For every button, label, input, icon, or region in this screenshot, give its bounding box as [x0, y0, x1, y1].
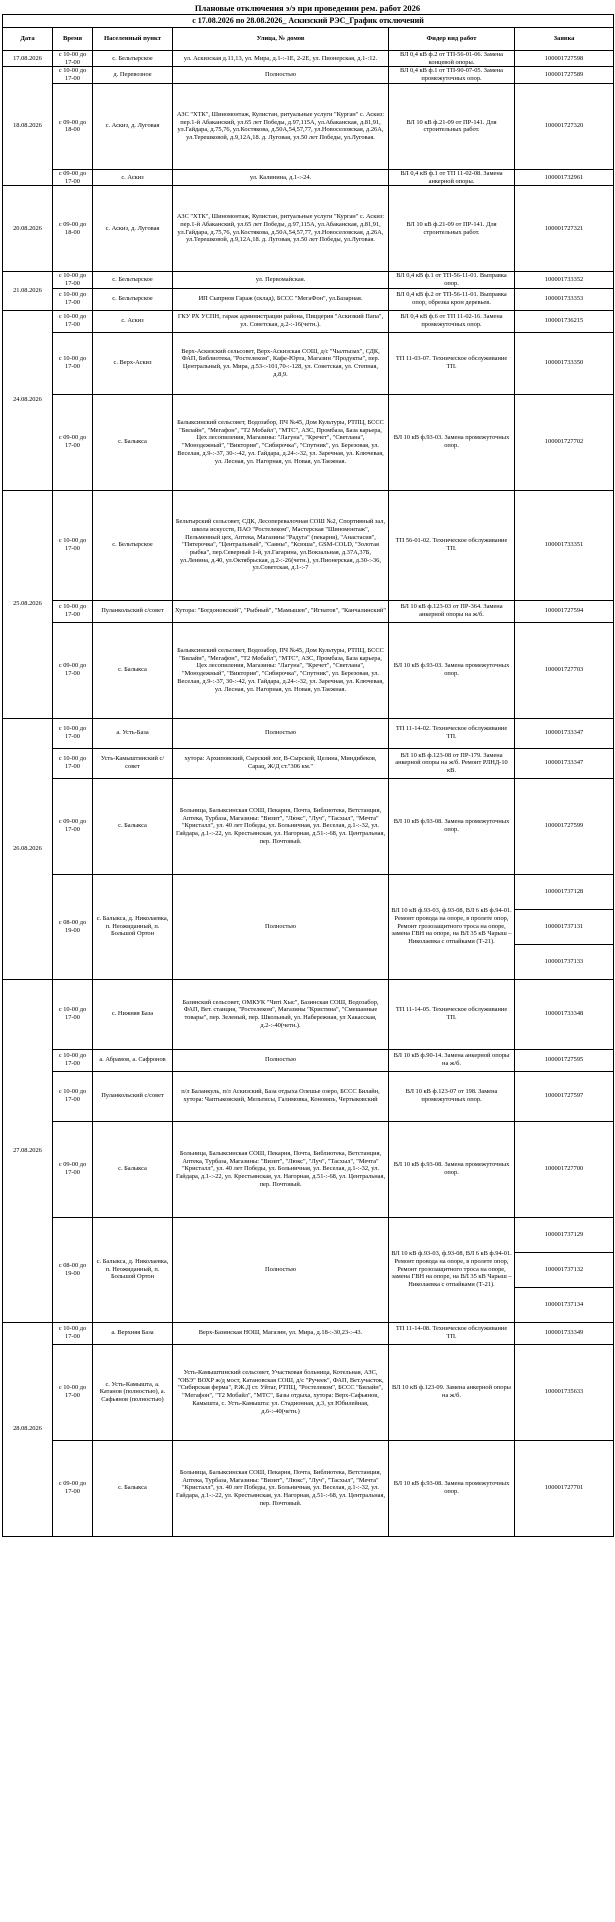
cell-time: с 09-00 до 17-00 — [53, 1440, 93, 1536]
cell-time: с 09-00 до 18-00 — [53, 83, 93, 169]
table-row — [3, 332, 614, 394]
header-address: Улица, № домов — [173, 28, 389, 51]
cell-locality: с. Балыкса — [93, 1121, 173, 1217]
header-request: Заявка — [515, 28, 614, 51]
cell-address: хутора: Архиповский, Сырский лог, В-Сырской, Целина, Миндибеков, Сарац, Ж/Д ст."306 км." — [173, 748, 389, 778]
cell-request-number: 100001732961 — [515, 169, 614, 185]
cell-locality: с. Аскиз, д. Луговая — [93, 83, 173, 169]
table-row — [3, 490, 614, 600]
cell-request-number: 100001733353 — [515, 288, 614, 310]
cell-feeder-work: ВЛ 10 кВ ф.123-07 от 198. Замена промежуточных опор. — [389, 1071, 515, 1121]
table-row — [3, 718, 614, 748]
cell-locality: д. Перевозное — [93, 67, 173, 83]
cell-locality: с. Бельтырское — [93, 51, 173, 67]
cell-locality: с. Нижняя База — [93, 979, 173, 1049]
cell-address: Больница, Балыксинская СОШ, Пекарня, Почта, Библиотека, Ветстанция, Аптека, Турбаза, Магазины: "Визит", "Люкс", "Луч", "Тасхыл", "Мечта" "Кристалл", ул. 40 лет Победы, ул. Больничная, ул. Веселая, д.1-:-32, ул. Гайдара, д.1-:-22, ул. Крестьянская, ул. Нагорная, д.51-:-68, ул. Центральная, пер. Почтовый. — [173, 778, 389, 874]
cell-locality: с. Аскиз, д. Луговая — [93, 186, 173, 272]
cell-feeder-work: ВЛ 10 кВ ф.93-03, ф.93-08, ВЛ 6 кВ ф.94-01. Ремонт провода на опоре, в пролете опор, Ремонт грозозащитного троса на опоре, замена ГВН на опоре, на ВЛ 35 кВ Чарыш – Николаевка с отпайками (Т-21). — [389, 1217, 515, 1322]
cell-date: 25.08.2026 — [3, 490, 53, 718]
cell-feeder-work: ТП 11-14-08. Техническое обслуживание ТП. — [389, 1322, 515, 1344]
cell-request-number: 100001727599 — [515, 778, 614, 874]
cell-date: 28.08.2026 — [3, 1322, 53, 1536]
cell-time: с 10-00 до 17-00 — [53, 332, 93, 394]
cell-time: с 08-00 до 19-00 — [53, 1217, 93, 1322]
cell-request-number: 100001733352 — [515, 272, 614, 288]
cell-request-number: 100001735633 — [515, 1344, 614, 1440]
cell-time: с 10-00 до 17-00 — [53, 718, 93, 748]
cell-locality: а. Усть-База — [93, 718, 173, 748]
header-time: Время — [53, 28, 93, 51]
cell-feeder-work: ВЛ 0,4 кВ ф.6 от ТП 11-02-16. Замена промежуточных опор. — [389, 310, 515, 332]
table-row — [3, 1322, 614, 1344]
cell-time: с 10-00 до 17-00 — [53, 490, 93, 600]
cell-address: Полностью — [173, 874, 389, 979]
cell-request-number: 100001736215 — [515, 310, 614, 332]
cell-request-number: 100001737129 — [515, 1217, 614, 1252]
cell-feeder-work: ВЛ 0,4 кВ ф.1 от ТП-56-11-01. Выправка опор. — [389, 272, 515, 288]
cell-feeder-work: ВЛ 10 кВ ф.123-08 от ПР-179. Замена анкерной опоры на ж/б. Ремонт РЛНД-10 кВ. — [389, 748, 515, 778]
cell-time: с 10-00 до 17-00 — [53, 51, 93, 67]
cell-feeder-work: ВЛ 10 кВ ф.93-03, ф.93-08, ВЛ 6 кВ ф.94-01. Ремонт провода на опоре, в пролете опор, Ремонт грозозащитного троса на опоре, замена ГВН на опоре, на ВЛ 35 кВ Чарыш – Николаевка с отпайками (Т-21). — [389, 874, 515, 979]
table-row — [3, 979, 614, 1049]
cell-request-number: 100001737134 — [515, 1287, 614, 1322]
cell-feeder-work: ВЛ 10 кВ ф.123-09. Замена анкерной опоры на ж/б. — [389, 1344, 515, 1440]
cell-date: 21.08.2026 — [3, 272, 53, 310]
cell-locality: с. Балыкса — [93, 1440, 173, 1536]
cell-feeder-work: ВЛ 0,4 кВ ф.2 от ТП-56-01-06. Замена концевой опоры. — [389, 51, 515, 67]
cell-date: 18.08.2026 — [3, 67, 53, 186]
cell-address: Балыксинский сельсовет, Водозабор, ПЧ №45, Дом Культуры, РТПЦ, БССС "Билайн", "Мегафон", "Т2 Мобайл", "МТС", АЗС, Промбаза, База карьера, Цех лесопиления, Магазины: "Лагуна", "Кречет", "Светлана", "Монодежный", "Виктория", "Сибирочка", "Спутник", ул. Березовая, ул. Веселая, д.9-:-37, 30-:-42, ул. Гайдара, д.24-:-32, ул. Заречная, ул. Ключевая, ул. Лесная, ул. Нагорная, ул. Новая, ул.Таежная. — [173, 622, 389, 718]
cell-request-number: 100001727595 — [515, 1049, 614, 1071]
header-row — [3, 28, 614, 51]
cell-address: Усть-Камыштинский сельсовет, Участковая больница, Котельная, АЗС, "ОВЭ" ВОХР ж/д мост, Катановская СОШ, д/с "Ручеек", ФАП, Вет.участок, "Сибирская ферма", Р.Ж.Д ст. Уйтаг, РТПЦ, "Ростелеком", БССС "Билайн", "Мегафон", "Т2 Мобайл", "МТС", Базы отдыха, хутора: Верх-Сафьянов, Камышта, с. Усть-Камышта: ул. Стадионная, д.3, ул Юбилейная, д.6-:-40(четн.) — [173, 1344, 389, 1440]
cell-time: с 10-00 до 17-00 — [53, 310, 93, 332]
cell-request-number: 100001727598 — [515, 51, 614, 67]
cell-address: АЗС "ХТК", Шиномонтаж, Кулистан, ритуальные услуги "Курган" с. Аскиз: пер.1-й Абаканский, ул.65 лет Победы, д.97,115А, ул.Абаканская, д.81,91, ул.Гайдара, д.75,76, ул.Костякова, д.50А,54,57,77, ул.Новоселовская, д.26А, ул.Терешковой, д.9,12А,18. д. Луговая, ул.50 лет Победы, ул.Луговая. — [173, 83, 389, 169]
cell-locality: а. Абрамов, а. Сафронов — [93, 1049, 173, 1071]
cell-locality: с. Балыкса, д. Николаевка, п. Неожиданный, п. Большой Ортон — [93, 874, 173, 979]
table-row — [3, 83, 614, 169]
cell-address: Полностью — [173, 67, 389, 83]
cell-request-number: 100001733349 — [515, 1322, 614, 1344]
cell-feeder-work: ВЛ 10 кВ ф.93-03. Замена промежуточных опор. — [389, 394, 515, 490]
table-row — [3, 169, 614, 185]
cell-time: с 10-00 до 17-00 — [53, 1322, 93, 1344]
cell-request-number: 100001737128 — [515, 874, 614, 909]
table-row — [3, 748, 614, 778]
cell-address: п/л Баланкуль, п/л Аскизский, База отдыха Олешье озеро, БССС Билайн, хутора: Чаптыковский, Мельтисы, Галимовка, Коновязь, Чертыковский — [173, 1071, 389, 1121]
table-row — [3, 272, 614, 288]
cell-date: 26.08.2026 — [3, 718, 53, 979]
header-date: Дата — [3, 28, 53, 51]
cell-locality: с. Бельтырское — [93, 272, 173, 288]
table-row — [3, 67, 614, 83]
cell-locality: с. Бельтырское — [93, 288, 173, 310]
cell-time: с 10-00 до 17-00 — [53, 67, 93, 83]
cell-date: 17.08.2026 — [3, 51, 53, 67]
cell-time: с 09-00 до 17-00 — [53, 622, 93, 718]
cell-time: с 10-00 до 17-00 — [53, 600, 93, 622]
table-row — [3, 874, 614, 909]
cell-feeder-work: ВЛ 10 кВ ф.93-03. Замена промежуточных опор. — [389, 622, 515, 718]
cell-address: АЗС "ХТК", Шиномонтаж, Кулистан, ритуальные услуги "Курган" с. Аскиз: пер.1-й Абаканский, ул.65 лет Победы, д.97,115А, ул.Абаканская, д.81,91, ул.Гайдара, д.75,76, ул.Костякова, д.50А,54,57,77, ул.Новоселовская, д.26А, ул.Терешковой, д.9,12А,18. д. Луговая, ул.50 лет Победы, ул.Луговая. — [173, 186, 389, 272]
cell-address: Хутора: "Богдоновский", "Рыбный", "Мамышев", "Игнатов", "Канчалинский" — [173, 600, 389, 622]
cell-request-number: 100001737131 — [515, 909, 614, 944]
header-locality: Населенный пункт — [93, 28, 173, 51]
cell-locality: с. Балыкса — [93, 622, 173, 718]
table-row — [3, 394, 614, 490]
cell-request-number: 100001727320 — [515, 83, 614, 169]
cell-locality: Пуланкольский с/совет — [93, 600, 173, 622]
cell-locality: с. Бельтырское — [93, 490, 173, 600]
cell-locality: с. Усть-Камышта, а. Катанов (полностью), а. Сафьянов (полностью) — [93, 1344, 173, 1440]
cell-feeder-work: ВЛ 10 кВ ф.93-08. Замена промежуточных опор. — [389, 1440, 515, 1536]
cell-address: Верх-Базинская НОШ, Магазин, ул. Мира, д.18-:-30,23-:-43. — [173, 1322, 389, 1344]
cell-feeder-work: ВЛ 0,4 кВ ф.2 от ТП-56-11-01. Выправка опор, обрезка крон деревьев. — [389, 288, 515, 310]
cell-request-number: 100001727589 — [515, 67, 614, 83]
cell-feeder-work: ТП 56-01-02. Техническое обслуживание ТП. — [389, 490, 515, 600]
cell-address: Полностью — [173, 1049, 389, 1071]
cell-time: с 09-00 до 17-00 — [53, 394, 93, 490]
cell-locality: а. Верхняя База — [93, 1322, 173, 1344]
cell-address: ГКУ РХ УСПН, гараж администрации района, Пиццерия "Аскизкий Папа", ул. Советская, д.2-:-16(четн.). — [173, 310, 389, 332]
table-row — [3, 1440, 614, 1536]
cell-address: ул. Калинина, д.1-:-24. — [173, 169, 389, 185]
cell-request-number: 100001737132 — [515, 1252, 614, 1287]
cell-address: Базинский сельсовет, ОМКУК "Читі Хыс", Базинская СОШ, Водозабор, ФАП, Вет. станция, "Ростелеком", Магазины "Кристина", "Смешанные товары", пер. Зеленый, пер. Школьный, ул. Набережная, ул Хакасская, д.2-:-40(четн.). — [173, 979, 389, 1049]
cell-feeder-work: ВЛ 10 кВ ф.123-03 от ПР-364. Замена анкерной опоры на ж/б. — [389, 600, 515, 622]
document-page — [2, 2, 613, 1537]
cell-time: с 10-00 до 17-00 — [53, 1344, 93, 1440]
cell-time: с 10-00 до 17-00 — [53, 979, 93, 1049]
cell-locality: с. Верх-Аскиз — [93, 332, 173, 394]
cell-request-number: 100001733347 — [515, 718, 614, 748]
cell-request-number: 100001727700 — [515, 1121, 614, 1217]
outage-schedule-table — [2, 14, 614, 1537]
schedule-period-row — [3, 15, 614, 28]
cell-date: 24.08.2026 — [3, 310, 53, 490]
header-feeder-work: Фидер вид работ — [389, 28, 515, 51]
cell-locality: с. Балыкса — [93, 394, 173, 490]
cell-request-number: 100001727701 — [515, 1440, 614, 1536]
cell-request-number: 100001727702 — [515, 394, 614, 490]
cell-time: с 09-00 до 17-00 — [53, 1121, 93, 1217]
cell-time: с 10-00 до 17-00 — [53, 748, 93, 778]
cell-time: с 10-00 до 17-00 — [53, 288, 93, 310]
cell-locality: Усть-Камыштинский с/совет — [93, 748, 173, 778]
cell-locality: Пуланкольский с/совет — [93, 1071, 173, 1121]
cell-time: с 10-00 до 17-00 — [53, 272, 93, 288]
table-row — [3, 1071, 614, 1121]
cell-address: Полностью — [173, 718, 389, 748]
table-row — [3, 1049, 614, 1071]
cell-request-number: 100001733347 — [515, 748, 614, 778]
cell-address: ИП Сыпрнов Гараж (склад), БССС "МегаФон", ул.Базарная. — [173, 288, 389, 310]
cell-feeder-work: ВЛ 10 кВ ф.93-08. Замена промежуточных опор. — [389, 778, 515, 874]
cell-time: с 10-00 до 17-00 — [53, 1071, 93, 1121]
cell-address: Верх-Аскизский сельсовет, Верх-Аскизская СОШ, д/с "Чылтызах", СДК, ФАП, Библиотека, "Ростелеком", Кафе-Юрта, Магазин "Продукты", пер. Центральный, ул. Мира, д.53-:-101,70-:-128, ул. Советская, ул. Степная, д.8,9. — [173, 332, 389, 394]
cell-locality: с. Аскиз — [93, 310, 173, 332]
cell-feeder-work: ВЛ 10 кВ ф.21-09 от ПР-141. Для строительных работ. — [389, 83, 515, 169]
table-row — [3, 186, 614, 272]
cell-request-number: 100001727703 — [515, 622, 614, 718]
cell-request-number: 100001727321 — [515, 186, 614, 272]
cell-address: Балыксинский сельсовет, Водозабор, ПЧ №45, Дом Культуры, РТПЦ, БССС "Билайн", "Мегафон", "Т2 Мобайл", "МТС", АЗС, Промбаза, База карьера, Цех лесопиления, Магазины: "Лагуна", "Кречет", "Светлана", "Монодежный", "Виктория", "Сибирочка", "Спутник", ул. Березовая, ул. Веселая, д.9-:-37, 30-:-42, ул. Гайдара, д.24-:-32, ул. Заречная, ул. Ключевая, ул. Лесная, ул. Нагорная, ул. Новая, ул.Таежная. — [173, 394, 389, 490]
cell-time: с 09-00 до 17-00 — [53, 169, 93, 185]
cell-feeder-work: ВЛ 10 кВ ф.93-08. Замена промежуточных опор. — [389, 1121, 515, 1217]
table-row — [3, 1121, 614, 1217]
cell-locality: с. Балыкса — [93, 778, 173, 874]
cell-feeder-work: ТП 11-14-02. Техническое обслуживание ТП. — [389, 718, 515, 748]
cell-request-number: 100001733350 — [515, 332, 614, 394]
schedule-period: с 17.08.2026 по 28.08.2026_ Аскизский РЭС_График отключений — [3, 15, 614, 28]
cell-address: Полностью — [173, 1217, 389, 1322]
table-row — [3, 51, 614, 67]
table-row — [3, 600, 614, 622]
cell-feeder-work: ВЛ 10 кВ ф.90-14. Замена анкерной опоры на ж/б. — [389, 1049, 515, 1071]
table-row — [3, 1217, 614, 1252]
cell-time: с 09-00 до 18-00 — [53, 186, 93, 272]
cell-locality: с. Балыкса, д. Николаевка, п. Неожиданный, п. Большой Ортон — [93, 1217, 173, 1322]
cell-address: Бельтырский сельсовет, СДК, Лесоперевалочная СОШ №2, Спортивный зал, школа искусств, ПАО "Ростелеком", Мастерская "Шиномонтаж", Пельменный цех, Аптека, Магазины "Радуга" (пекарня), "Анастасия", "Пятерочка", "Центральный", "Саяны", "Ксюша", GSM-COLD, "Золотая рыбка", пер.Северный 1-й, ул.Гагарина, ул.Вокзальная, д.37А,37Б, ул.Ленина, д.40, ул.Октябрьская, д.2-:-26(четн.), ул.Пионерская, д.30-:-36, ул.Советская, д.1-:-7 — [173, 490, 389, 600]
cell-date: 27.08.2026 — [3, 979, 53, 1322]
cell-address: Больница, Балыксинская СОШ, Пекарня, Почта, Библиотека, Ветстанция, Аптека, Турбаза, Магазины: "Визит", "Люкс", "Луч", "Тасхыл", "Мечта" "Кристалл", ул. 40 лет Победы, ул. Больничная, ул. Веселая, д.1-:-32, ул. Гайдара, д.1-:-22, ул. Крестьянская, ул. Нагорная, д.51-:-68, ул. Центральная, пер. Почтовый. — [173, 1440, 389, 1536]
cell-feeder-work: ВЛ 10 кВ ф.21-09 от ПР-141. Для строительных работ. — [389, 186, 515, 272]
cell-feeder-work: ТП 11-03-07. Техническое обслуживание ТП. — [389, 332, 515, 394]
table-row — [3, 778, 614, 874]
cell-time: с 09-00 до 17-00 — [53, 778, 93, 874]
cell-request-number: 100001733348 — [515, 979, 614, 1049]
table-row — [3, 310, 614, 332]
cell-time: с 10-00 до 17-00 — [53, 1049, 93, 1071]
table-row — [3, 622, 614, 718]
cell-request-number: 100001727594 — [515, 600, 614, 622]
cell-locality: с. Аскиз — [93, 169, 173, 185]
cell-request-number: 100001727597 — [515, 1071, 614, 1121]
cell-address: ул. Первомайская. — [173, 272, 389, 288]
cell-feeder-work: ТП 11-14-05. Техническое обслуживание ТП. — [389, 979, 515, 1049]
document-title: Плановые отключения э/э при проведении рем. работ 2026 — [194, 3, 421, 13]
table-row — [3, 288, 614, 310]
cell-address: Больница, Балыксинская СОШ, Пекарня, Почта, Библиотека, Ветстанция, Аптека, Турбаза, Магазины: "Визит", "Люкс", "Луч", "Тасхыл", "Мечта" "Кристалл", ул. 40 лет Победы, ул. Больничная, ул. Веселая, д.1-:-32, ул. Гайдара, д.1-:-22, ул. Крестьянская, ул. Нагорная, д.51-:-68, ул. Центральная, пер. Почтовый. — [173, 1121, 389, 1217]
table-row — [3, 1344, 614, 1440]
cell-request-number: 100001737133 — [515, 944, 614, 979]
cell-date: 20.08.2026 — [3, 186, 53, 272]
cell-address: ул. Аскизская д.11,13, ул. Мира, д.1-:-1Е, 2-2Е, ул. Пионерская, д.1-:12. — [173, 51, 389, 67]
cell-feeder-work: ВЛ 0,4 кВ ф.1 от ТП 11-02-08. Замена анкерной опоры. — [389, 169, 515, 185]
cell-time: с 08-00 до 19-00 — [53, 874, 93, 979]
cell-request-number: 100001733351 — [515, 490, 614, 600]
cell-feeder-work: ВЛ 0,4 кВ ф.1 от ТП-90-07-05. Замена промежуточных опор. — [389, 67, 515, 83]
